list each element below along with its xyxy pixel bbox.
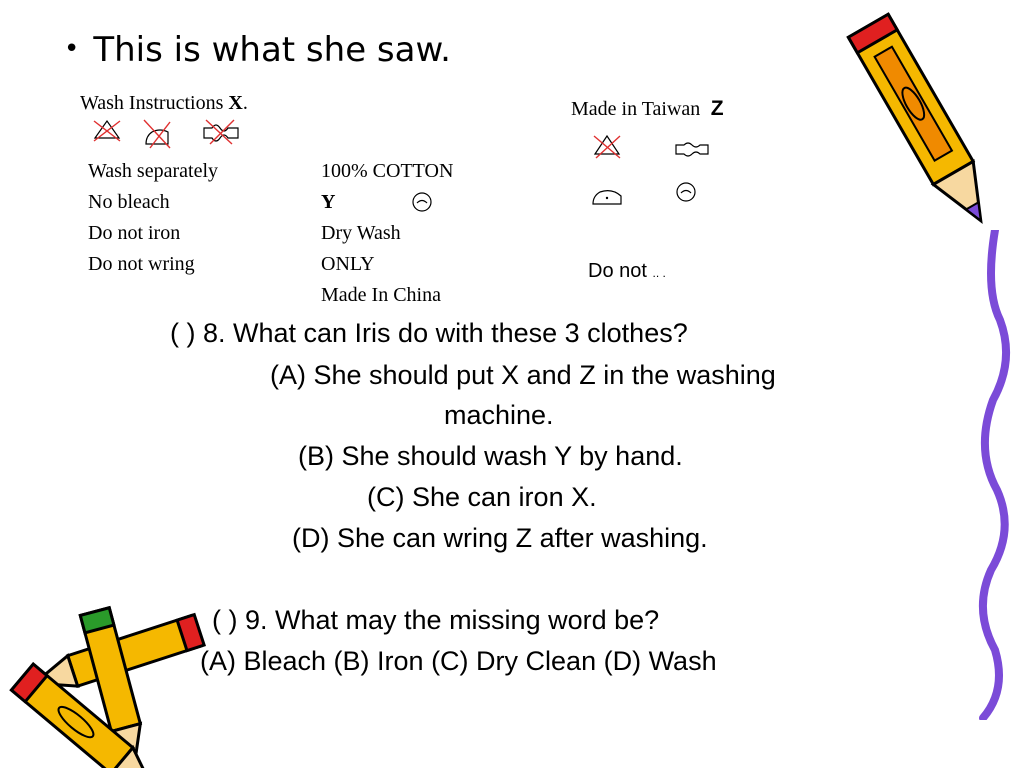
- label-y-line: Made In China: [321, 284, 441, 306]
- label-x-title: [80, 92, 248, 115]
- label-x-line: Do not iron: [88, 222, 181, 244]
- no-machine-wash-icon: [92, 118, 122, 144]
- label-z-title: [571, 97, 724, 121]
- squiggle-decoration: [965, 230, 1020, 720]
- label-x-line: Wash separately: [88, 160, 218, 182]
- label-z-letter: Z: [710, 97, 724, 120]
- bullet-marker: •: [64, 34, 80, 64]
- label-z-title-text: Made in Taiwan: [571, 98, 701, 120]
- label-y-cotton: 100% COTTON: [321, 160, 454, 182]
- label-x-line: No bleach: [88, 191, 170, 213]
- label-y-line: Dry Wash: [321, 222, 401, 244]
- question-8-option-b: (B) She should wash Y by hand.: [298, 441, 683, 471]
- label-y-line: ONLY: [321, 253, 375, 275]
- label-x-letter: X: [228, 92, 243, 114]
- label-x-period: .: [242, 92, 248, 114]
- label-x-line: Do not wring: [88, 253, 195, 275]
- iron-icon: [590, 186, 624, 208]
- label-z-note-text: Do not: [588, 260, 647, 282]
- dry-clean-icon: [674, 180, 698, 204]
- dry-clean-icon: [410, 190, 434, 214]
- no-machine-wash-icon: [592, 132, 622, 160]
- label-y-letter: Y: [321, 191, 336, 213]
- question-8-prompt: ( ) 8. What can Iris do with these 3 clothes?: [170, 318, 688, 348]
- pencil-clipart-icon: [0, 600, 210, 768]
- label-x-title-text: Wash Instructions: [80, 92, 224, 114]
- label-z-note: [588, 260, 666, 283]
- label-z-note-suffix: .. .: [652, 266, 666, 280]
- question-9-options: (A) Bleach (B) Iron (C) Dry Clean (D) Wash: [200, 646, 717, 676]
- slide-heading: [64, 30, 451, 70]
- heading-text: This is what she saw.: [93, 30, 451, 70]
- no-wring-icon: [200, 118, 242, 146]
- question-8-option-d: (D) She can wring Z after washing.: [292, 523, 708, 553]
- question-9-prompt: ( ) 9. What may the missing word be?: [212, 605, 660, 635]
- question-8-option-c: (C) She can iron X.: [367, 482, 597, 512]
- question-8-option-a: (A) She should put X and Z in the washing: [270, 360, 776, 390]
- label-y: [321, 156, 453, 311]
- pencil-clipart-icon: [850, 0, 1000, 245]
- wring-icon: [674, 140, 710, 158]
- no-iron-icon: [140, 118, 174, 150]
- label-x-lines: [88, 156, 218, 280]
- question-8-option-a-cont: machine.: [444, 400, 554, 430]
